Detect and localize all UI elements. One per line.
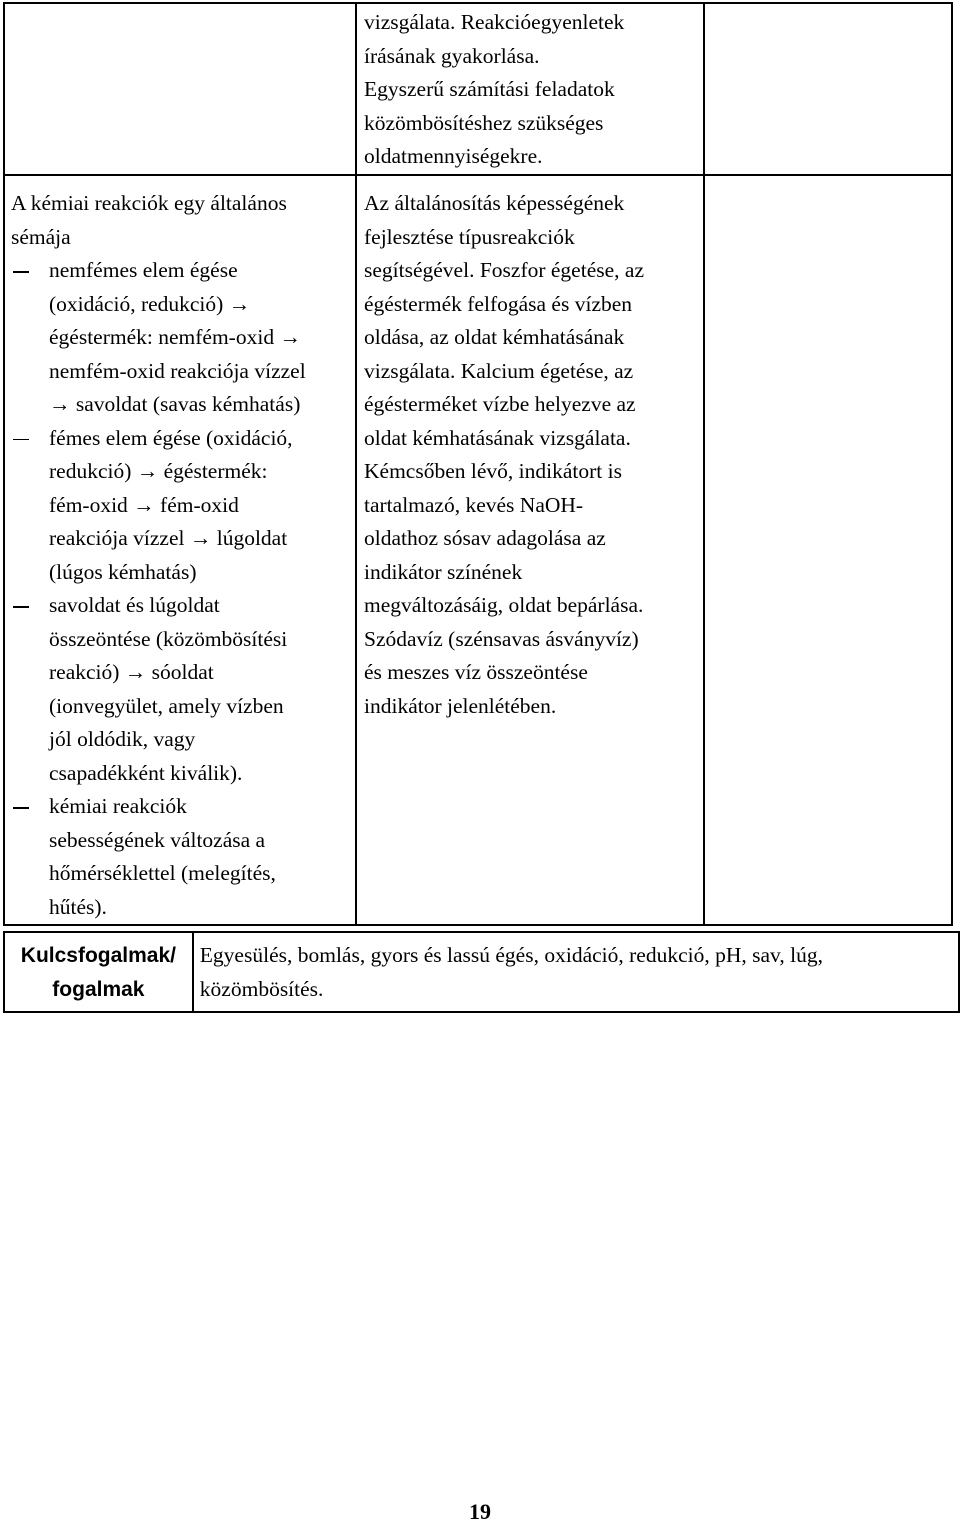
list-item-line: nemfémes elem égése: [49, 258, 238, 282]
activity-line: oldat kémhatásának vizsgálata.: [364, 425, 631, 450]
activity-line: és meszes víz összeöntése: [364, 660, 588, 684]
activity-line: vizsgálata. Kalcium égetése, az: [364, 358, 634, 383]
list-item: [11, 422, 351, 590]
keywords-value-line: közömbösítés.: [199, 976, 324, 1001]
activity-line: vizsgálata. Reakcióegyenletek: [364, 10, 625, 34]
activity-line: indikátor színének: [364, 559, 523, 584]
list-item-line: kémiai reakciók: [49, 794, 187, 818]
page-number: 19: [469, 1499, 491, 1524]
list-item-line: sebességének változása a: [49, 827, 266, 852]
table-row: [4, 932, 959, 1012]
activity-line: indikátor jelenlétében.: [364, 693, 557, 718]
list-item-line: nemfém-oxid reakciója vízzel: [49, 358, 306, 383]
list-item-line: reakció) → sóoldat: [49, 660, 214, 684]
list-item-line: hűtés).: [49, 894, 107, 919]
list-item-line: (lúgos kémhatás): [49, 559, 197, 584]
list-item: [11, 589, 351, 790]
activity-line: Szódavíz (szénsavas ásványvíz): [364, 626, 639, 651]
activity-line: tartalmazó, kevés NaOH-: [364, 492, 584, 517]
curriculum-table: [3, 2, 953, 926]
activity-line: segítségével. Foszfor égetése, az: [364, 258, 644, 282]
topic-cell: [4, 175, 356, 925]
list-item-line: → savoldat (savas kémhatás): [49, 392, 301, 416]
list-item-line: égéstermék: nemfém-oxid →: [49, 325, 301, 349]
activity-line: írásának gyakorlása.: [364, 43, 540, 68]
keywords-value-line: Egyesülés, bomlás, gyors és lassú égés, oxidáció, redukció, pH, sav, lúg,: [199, 943, 823, 967]
empty-cell: [704, 3, 952, 175]
list-item-line: reakciója vízzel → lúgoldat: [49, 526, 288, 550]
keywords-label-line: Kulcsfogalmak/: [20, 944, 176, 967]
list-item-line: csapadékként kiválik).: [49, 760, 243, 785]
activity-cell: [356, 3, 704, 175]
activity-line: megváltozásáig, oldat bepárlása.: [364, 593, 644, 617]
topic-title-line: A kémiai reakciók egy általános: [11, 191, 287, 215]
list-item-line: (oxidáció, redukció) →: [49, 291, 251, 316]
topic-title-line: sémája: [11, 224, 71, 249]
activity-line: oldathoz sósav adagolása az: [364, 526, 606, 550]
activity-line: Kémcsőben lévő, indikátort is: [364, 459, 622, 483]
list-item-line: hőmérséklettel (melegítés,: [49, 861, 276, 885]
activity-line: égéstermék felfogása és vízben: [364, 291, 633, 316]
keywords-value-cell: [193, 932, 959, 1012]
list-item-line: redukció) → égéstermék:: [49, 459, 268, 483]
list-item-line: összeöntése (közömbösítési: [49, 626, 288, 651]
activity-cell: [356, 175, 704, 925]
empty-cell: [704, 175, 952, 925]
activity-line: közömbösítéshez szükséges: [364, 110, 604, 135]
table-row: [4, 3, 952, 175]
activity-line: égésterméket vízbe helyezve az: [364, 392, 636, 416]
keywords-table: [3, 931, 960, 1013]
list-item-line: fémes elem égése (oxidáció,: [49, 425, 293, 450]
activity-line: Az általánosítás képességének: [364, 191, 625, 215]
list-item: [11, 790, 351, 924]
list-item-line: savoldat és lúgoldat: [49, 593, 220, 617]
activity-line: oldása, az oldat kémhatásának: [364, 325, 625, 349]
activity-line: Egyszerű számítási feladatok: [364, 77, 615, 101]
list-item-line: jól oldódik, vagy: [49, 727, 196, 751]
activity-line: oldatmennyiségekre.: [364, 144, 543, 168]
table-row: [4, 175, 952, 925]
keywords-label-line: fogalmak: [52, 977, 145, 1001]
list-item-line: (ionvegyület, amely vízben: [49, 693, 284, 718]
list-item: [11, 254, 351, 422]
keywords-label-cell: [4, 932, 193, 1012]
list-item-line: fém-oxid → fém-oxid: [49, 492, 239, 517]
activity-line: fejlesztése típusreakciók: [364, 224, 575, 249]
topic-cell: [4, 3, 356, 175]
